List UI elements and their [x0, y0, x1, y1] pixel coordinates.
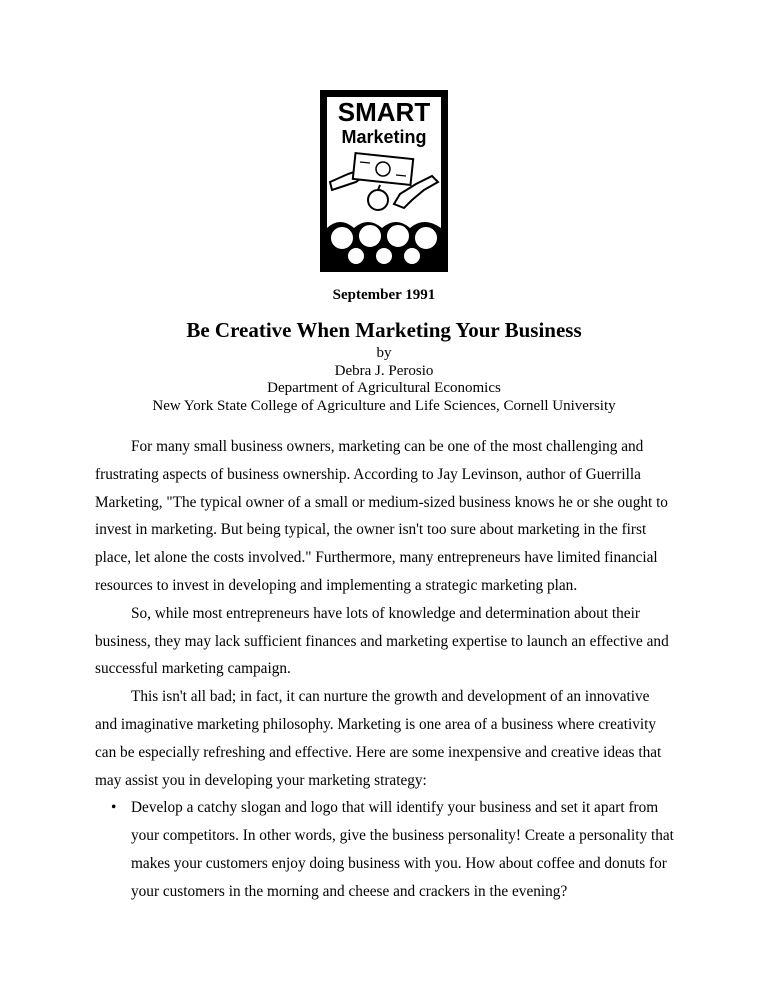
body-paragraph: So, while most entrepreneurs have lots of knowledge and determination about their business, they may lack sufficient finances and marketing expertise to launch an effective and successful marketing campaign. — [95, 604, 669, 678]
author-department: Department of Agricultural Economics — [267, 380, 501, 396]
author-institution: New York State College of Agriculture and Life Sciences, Cornell University — [152, 397, 616, 414]
idea-list — [95, 794, 675, 905]
byline — [0, 345, 768, 415]
body-paragraph: For many small business owners, marketing can be one of the most challenging and frustrating aspects of business ownership. According to Jay Levinson, author of Guerrilla Marketing, "The typical owner of a small or medium-sized business knows he or she ought to invest in marketing. But being typical, the owner isn't too sure about marketing in the first place, let alone the costs involved." Furthermore, many entrepreneurs have limited financial resources to invest in developing and implementing a strategic marketing plan. — [95, 438, 668, 594]
logo-line-1: SMART — [337, 97, 431, 127]
publication-date: September 1991 — [332, 287, 436, 303]
article-title: Be Creative When Marketing Your Business — [186, 318, 582, 342]
logo-line-2: Marketing — [341, 127, 427, 147]
smart-marketing-logo — [320, 90, 448, 272]
list-item-text: Develop a catchy slogan and logo that will identify your business and set it apart from your competitors. In other words, give the business personality! Create a personality that makes your customers enjoy doing business with you. How about coffee and donuts for your customers in the morning and cheese and crackers in the evening? — [131, 799, 674, 900]
apple-basket-icon — [327, 222, 441, 265]
body-paragraph: This isn't all bad; in fact, it can nurture the growth and development of an innovative and imaginative marketing philosophy. Marketing is one area of a business where creativity can be especially refreshing and effective. Here are some inexpensive and creative ideas that may assist you in developing your marketing strategy: — [95, 688, 662, 789]
article-body — [95, 433, 675, 906]
author-name: Debra J. Perosio — [334, 362, 434, 379]
bullet-icon: • — [111, 799, 117, 817]
by-label: by — [376, 345, 392, 361]
list-item — [95, 794, 675, 905]
